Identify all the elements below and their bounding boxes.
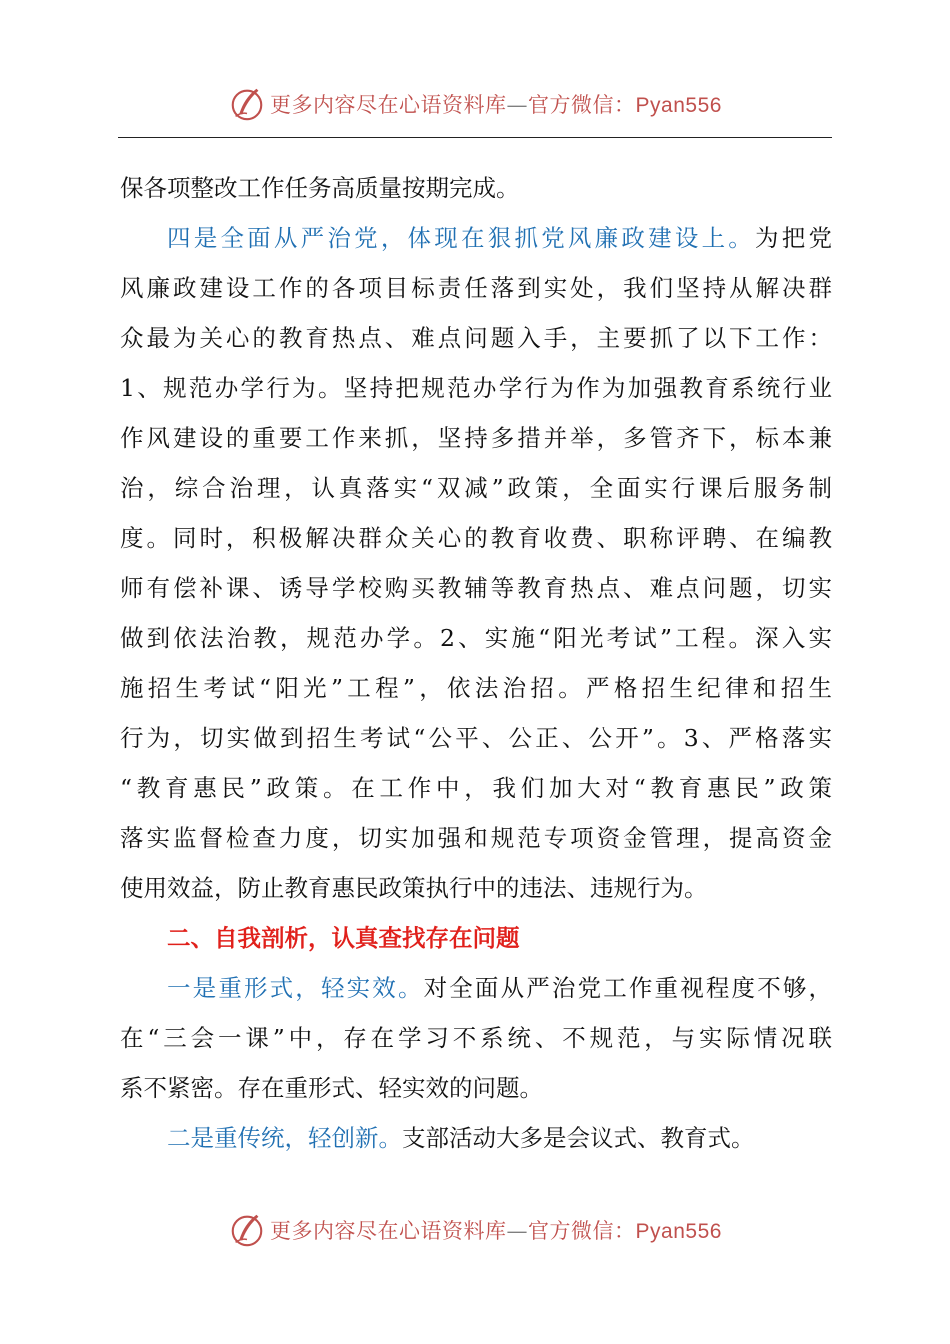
document-body — [120, 163, 832, 1163]
quill-pen-logo-icon — [228, 1211, 266, 1249]
paragraph-line: 作风建设的重要工作来抓，坚持多措并举，多管齐下，标本兼 — [120, 424, 832, 452]
paragraph-line: 二是重传统，轻创新。支部活动大多是会议式、教育式。 — [167, 1124, 755, 1152]
section-heading: 二、自我剖析，认真查找存在问题 — [167, 924, 520, 952]
paragraph-line: 在“三会一课”中，存在学习不系统、不规范，与实际情况联 — [120, 1024, 832, 1052]
footer-watermark — [0, 1208, 950, 1252]
paragraph-line: 度。同时，积极解决群众关心的教育收费、职称评聘、在编教 — [120, 524, 832, 552]
paragraph-line: 系不紧密。存在重形式、轻实效的问题。 — [120, 1074, 543, 1102]
paragraph-line: 师有偿补课、诱导学校购买教辅等教育热点、难点问题，切实 — [120, 574, 832, 602]
quill-pen-logo-icon — [228, 85, 266, 123]
paragraph-line: 使用效益，防止教育惠民政策执行中的违法、违规行为。 — [120, 874, 708, 902]
paragraph-line: 做到依法治教，规范办学。2、实施“阳光考试”工程。深入实 — [120, 624, 832, 652]
header-rule — [118, 137, 832, 138]
header-watermark — [0, 82, 950, 126]
paragraph-line: 四是全面从严治党，体现在狠抓党风廉政建设上。为把党 — [167, 224, 833, 252]
paragraph-line: 众最为关心的教育热点、难点问题入手，主要抓了以下工作： — [120, 324, 832, 352]
paragraph-line: 风廉政建设工作的各项目标责任落到实处，我们坚持从解决群 — [120, 274, 832, 302]
point-heading: 二是重传统，轻创新。 — [167, 1124, 402, 1152]
watermark-text: 更多内容尽在心语资料库—官方微信：Pyan556 — [270, 93, 722, 117]
paragraph-line: 行为，切实做到招生考试“公平、公正、公开”。3、严格落实 — [120, 724, 832, 752]
watermark-text: 更多内容尽在心语资料库—官方微信：Pyan556 — [270, 1219, 722, 1243]
paragraph-line: 保各项整改工作任务高质量按期完成。 — [120, 174, 520, 202]
point-heading: 一是重形式，轻实效。 — [167, 974, 424, 1002]
paragraph-line: 1、规范办学行为。坚持把规范办学行为作为加强教育系统行业 — [120, 374, 832, 402]
paragraph-line: 一是重形式，轻实效。对全面从严治党工作重视程度不够， — [167, 974, 833, 1002]
point-heading: 四是全面从严治党，体现在狠抓党风廉政建设上。 — [167, 224, 756, 252]
paragraph-line: “教育惠民”政策。在工作中，我们加大对“教育惠民”政策 — [120, 774, 832, 802]
paragraph-line: 治，综合治理，认真落实“双减”政策，全面实行课后服务制 — [120, 474, 832, 502]
paragraph-line: 落实监督检查力度，切实加强和规范专项资金管理，提高资金 — [120, 824, 832, 852]
paragraph-line: 施招生考试“阳光”工程”，依法治招。严格招生纪律和招生 — [120, 674, 832, 702]
